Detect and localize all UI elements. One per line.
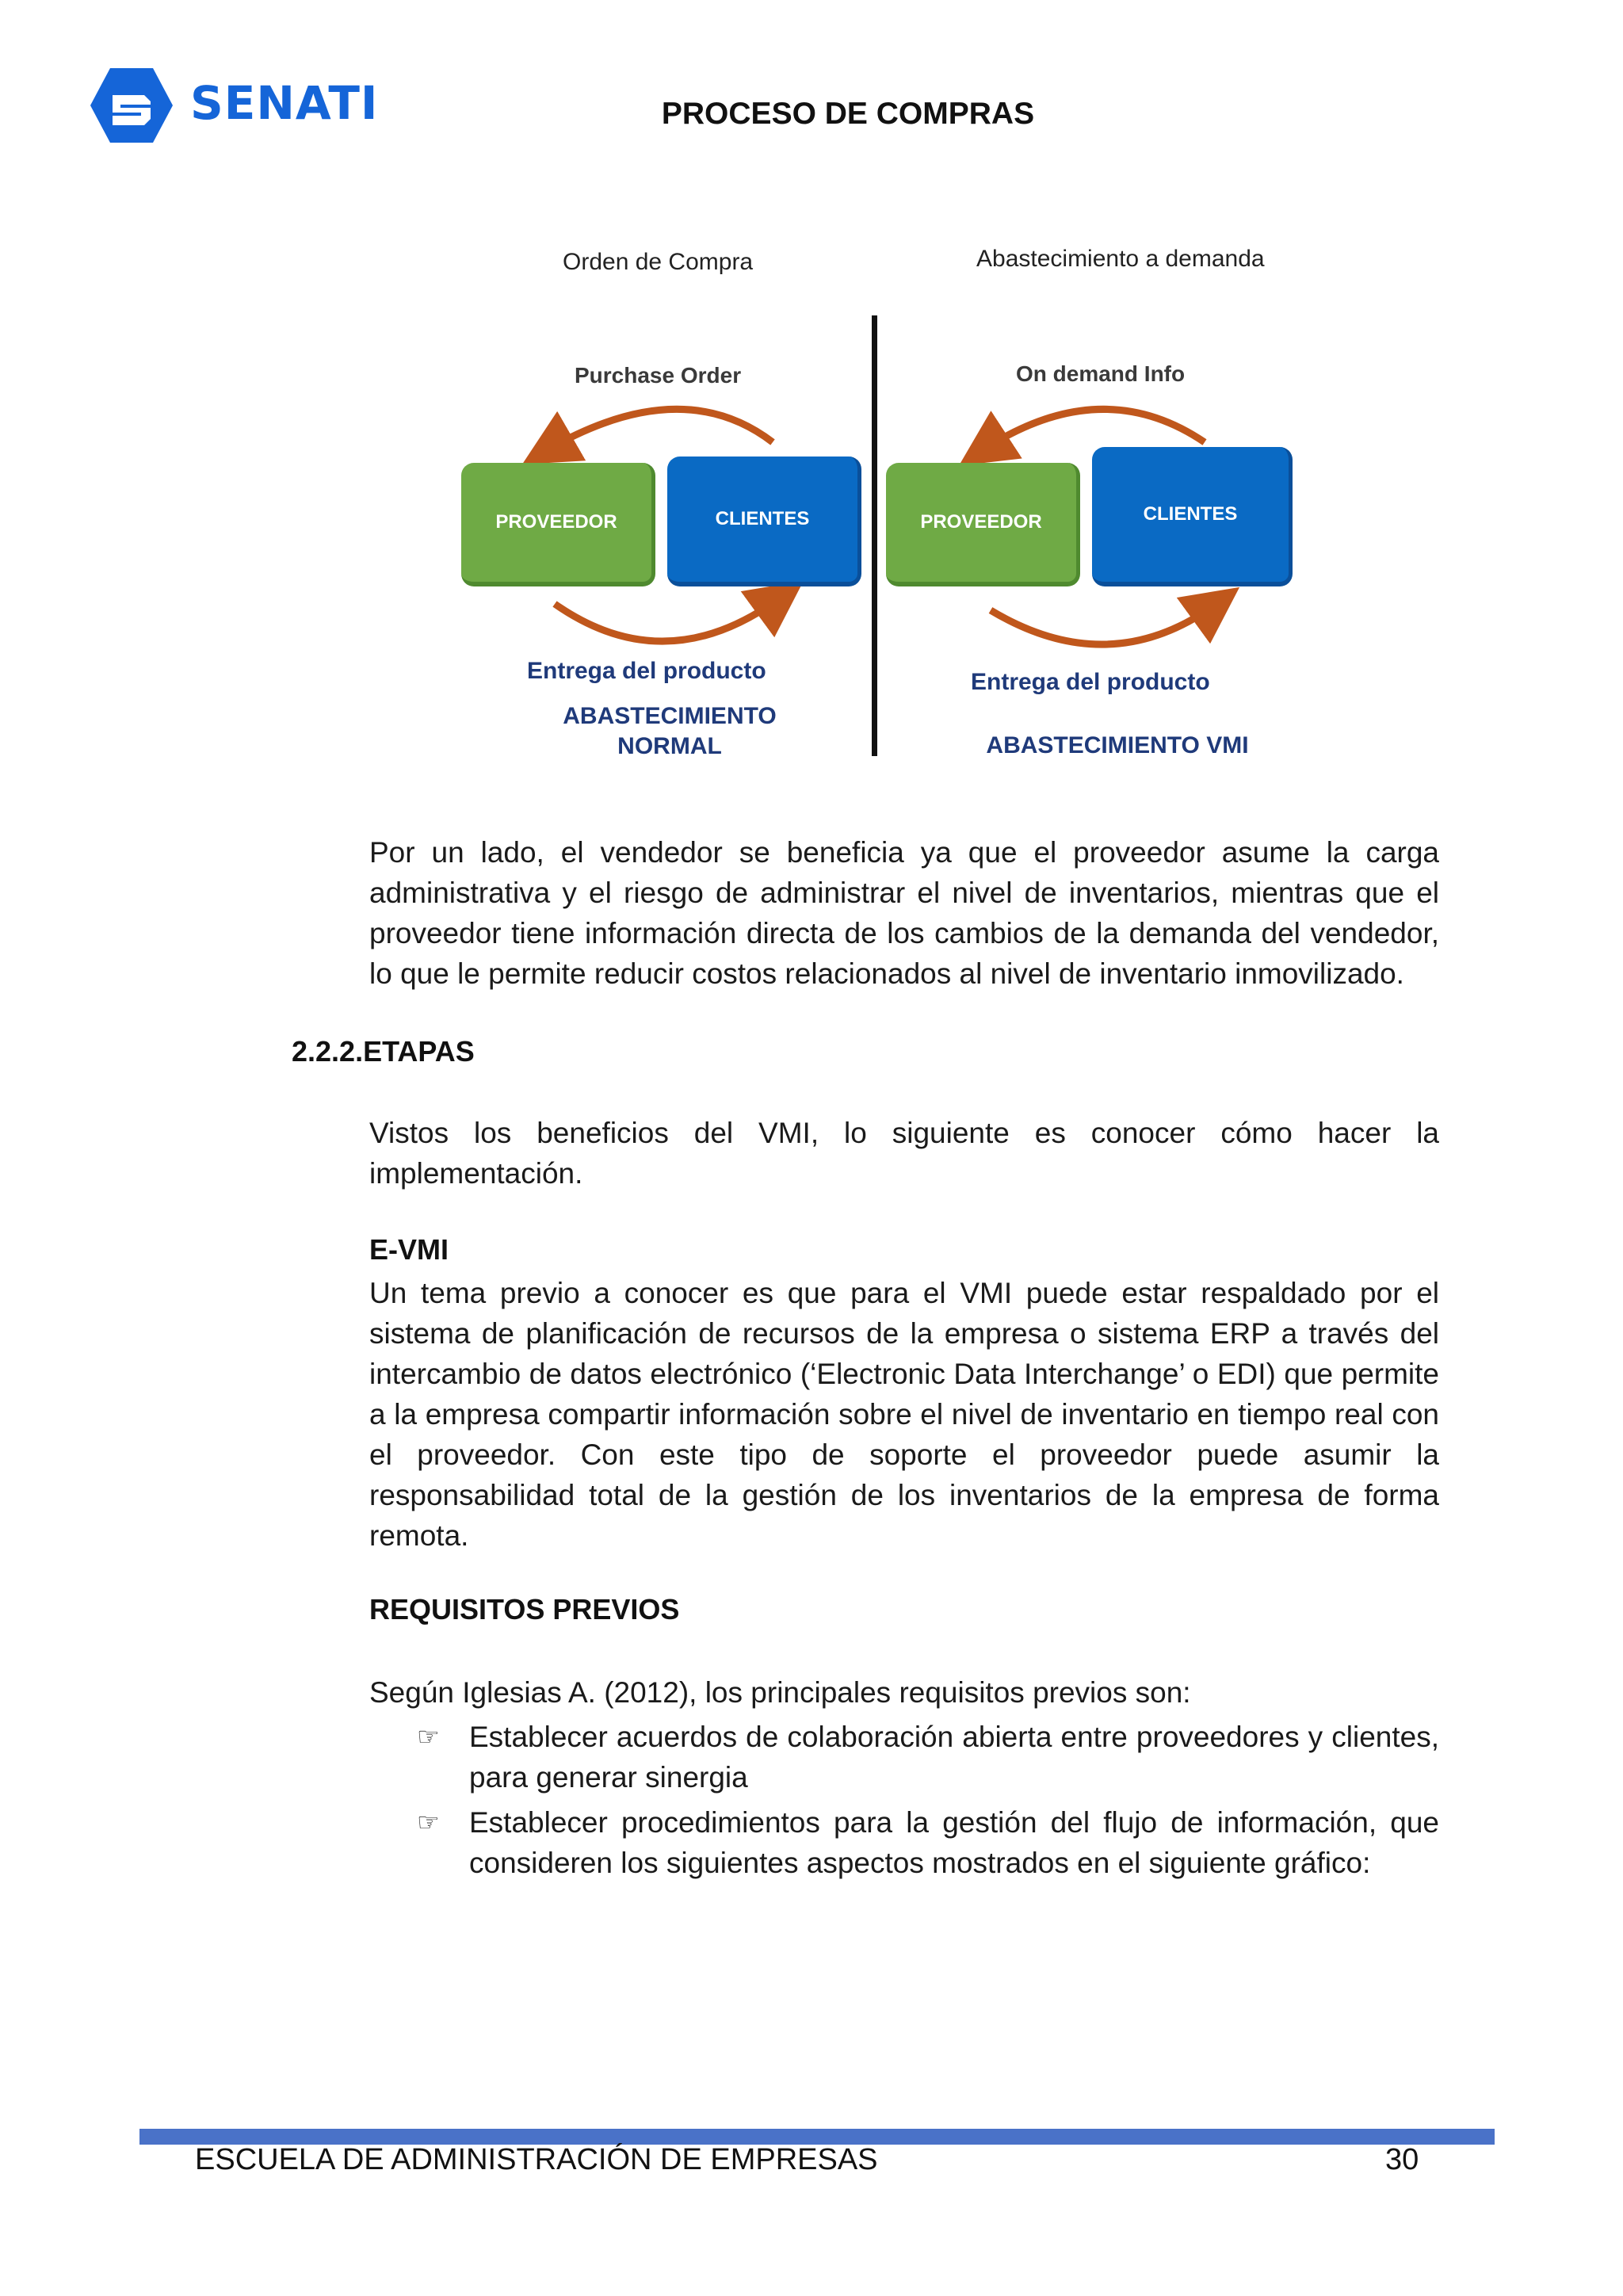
left-caption: Orden de Compra — [563, 249, 754, 275]
logo-text: SENATI — [190, 76, 379, 130]
left-delivery-arrow — [555, 598, 781, 641]
left-supplier-box: PROVEEDOR — [461, 463, 655, 586]
right-clients-box: CLIENTES — [1092, 447, 1293, 586]
vmi-supply-label: ABASTECIMIENTO VMI — [986, 732, 1249, 758]
footer-bar — [139, 2129, 1495, 2145]
paragraph-evmi: Un tema previo a conocer es que para el VMI puede estar respaldado por el sistema de planificación de recursos de la empresa o sistema ERP a través del intercambio de datos electrónico (‘Electronic Data Interchange’ o EDI) que permite a la empresa compartir información sobre el nivel de inventario en tiempo real con el proveedor. Con este tipo de soporte el proveedor puede asumir la responsabilidad total de la gestión de los inventarios de la empresa de forma remota. — [369, 1277, 1439, 1552]
section-title: ETAPAS — [363, 1035, 475, 1068]
footer-school: ESCUELA DE ADMINISTRACIÓN DE EMPRESAS — [195, 2143, 878, 2176]
paragraph-requirements-intro: Según Iglesias A. (2012), los principales requisitos previos son: — [369, 1676, 1191, 1709]
right-caption: Abastecimiento a demanda — [976, 246, 1265, 272]
paragraph-implementation: Vistos los beneficios del VMI, lo siguiente es conocer cómo hacer la implementación. — [369, 1117, 1439, 1190]
purchase-order-arrow — [547, 409, 773, 450]
requirements-heading: REQUISITOS PREVIOS — [369, 1593, 680, 1626]
on-demand-label: On demand Info — [1016, 361, 1186, 386]
left-delivery-label: Entrega del producto — [527, 658, 766, 684]
on-demand-arrow — [983, 409, 1205, 450]
normal-supply-label: ABASTECIMIENTO NORMAL — [563, 703, 777, 759]
vmi-diagram — [444, 238, 1331, 777]
list-item: ☞ Establecer acuerdos de colaboración abierta entre proveedores y clientes, para generar sinergia — [417, 1717, 1439, 1797]
page-number: 30 — [1385, 2143, 1419, 2176]
right-delivery-label: Entrega del producto — [971, 669, 1210, 695]
left-clients-box: CLIENTES — [667, 457, 861, 586]
section-number: 2.2.2. — [292, 1035, 364, 1068]
purchase-order-label: Purchase Order — [575, 363, 742, 388]
right-delivery-arrow — [991, 604, 1216, 644]
right-supplier-box: PROVEEDOR — [886, 463, 1080, 586]
page-header-title: PROCESO DE COMPRAS — [661, 97, 1035, 131]
evmi-heading: E-VMI — [369, 1233, 449, 1266]
list-item: ☞ Establecer procedimientos para la gestión del flujo de información, que consideren los siguientes aspectos mostrados en el siguiente gráfico: — [417, 1802, 1439, 1883]
pointing-hand-icon: ☞ — [417, 1808, 440, 1836]
diagram-divider — [872, 315, 877, 756]
paragraph-benefits: Por un lado, el vendedor se beneficia ya que el proveedor asume la carga administrativa y el riesgo de administrar el nivel de inventarios, mientras que el proveedor tiene información directa de los cambios de la demanda del vendedor, lo que le permite reducir costos relacionados al nivel de inventario inmovilizado. — [369, 836, 1439, 990]
section-heading — [292, 1035, 475, 1068]
pointing-hand-icon: ☞ — [417, 1722, 440, 1751]
